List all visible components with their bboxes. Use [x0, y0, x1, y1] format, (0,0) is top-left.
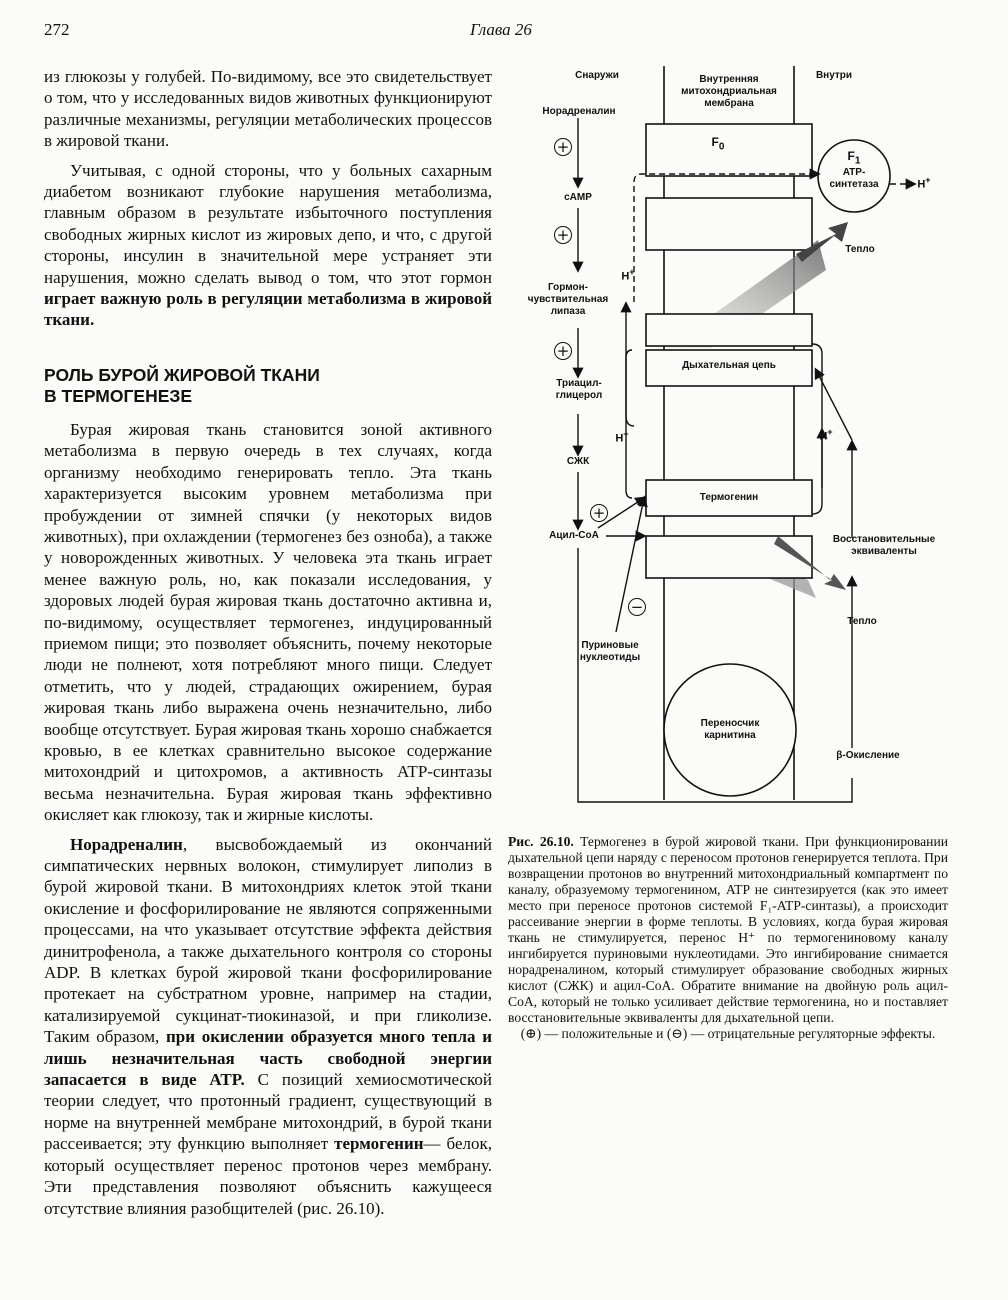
label-camp: cAMP	[564, 192, 592, 203]
plus-sign-1: +	[554, 138, 572, 156]
label-inside: Внутри	[815, 70, 853, 81]
lipase-membrane-box	[646, 314, 812, 346]
f1-line	[818, 150, 890, 167]
label-h-plus-upper	[616, 266, 640, 283]
thermogenesis-diagram	[516, 58, 986, 818]
label-h-plus-right	[814, 426, 838, 443]
reducing-line-2: эквиваленты	[851, 546, 917, 557]
acylcoa-membrane-box	[646, 536, 812, 578]
h-plus-sup: +	[629, 267, 635, 277]
label-carnitine-carrier	[676, 718, 784, 742]
label-membrane	[666, 74, 792, 110]
caption-body	[508, 834, 948, 1026]
purine-line-1: Пуриновые	[581, 640, 639, 651]
caption-figure-label: Рис. 26.10.	[508, 834, 574, 849]
carnitine-line-1: Переносчик	[700, 718, 760, 729]
label-outside: Снаружи	[575, 70, 619, 81]
term-noradrenaline: Норадреналин	[70, 834, 183, 854]
label-respiratory-chain: Дыхательная цепь	[682, 360, 776, 371]
hsl-line-2: чувствительная	[527, 294, 609, 305]
reducing-line-1: Восстановительные	[832, 534, 936, 545]
label-reducing-equivalents	[818, 534, 950, 558]
paragraph-2-emphasis: играет важную роль в регуляции метаболизма в жировой ткани.	[44, 289, 492, 330]
f0-subscript: 0	[718, 141, 725, 153]
label-f0	[698, 136, 738, 153]
proton-return-path	[626, 438, 632, 498]
f1-letter: F	[847, 149, 855, 163]
label-ffa: СЖК	[566, 456, 590, 467]
hsl-line-3: липаза	[550, 306, 586, 317]
plus-sign-3: +	[554, 342, 572, 360]
section-heading-line-1: РОЛЬ БУРОЙ ЖИРОВОЙ ТКАНИ	[44, 364, 320, 385]
carnitine-line-2: карнитина	[704, 730, 756, 741]
label-h-plus-left	[610, 428, 634, 445]
f0-letter: F	[711, 135, 719, 149]
h-plus-sup: +	[827, 427, 833, 437]
section-heading-line-2: В ТЕРМОГЕНЕЗЕ	[44, 385, 193, 406]
plus-sign-4: +	[590, 504, 608, 522]
paragraph-4-text-3: — белок, который осуществляет перенос протонов через мембрану. Эти представления позволяют объяснить кажущееся отсутствие влияния разобщителей (рис. 26.10).	[44, 1134, 492, 1218]
plus-sign-2: +	[554, 226, 572, 244]
paragraph-1: из глюкозы у голубей. По-видимому, все это свидетельствует о том, что у исследованных видов животных функционируют различные механизмы, регуляции метаболических процессов в жировой ткани.	[44, 67, 492, 151]
diagram-graphics	[516, 58, 986, 818]
atp-synthase-line-1: ATP-	[842, 167, 866, 179]
label-heat-lower: Тепло	[847, 616, 877, 627]
h-plus-text: H	[615, 432, 624, 445]
paragraph-4-emphasis: при окислении образуется много тепла и лишь незначительная часть свободной энергии запасается в виде ATP.	[44, 1027, 492, 1090]
figure-caption	[508, 834, 948, 1042]
label-purine-nucleotides	[568, 640, 652, 664]
h-plus-text: H	[819, 430, 828, 443]
h-plus-sup: +	[623, 429, 629, 439]
section-heading	[44, 365, 492, 407]
minus-sign: −	[628, 598, 646, 616]
upper-membrane-box	[646, 198, 812, 250]
caption-text: Термогенез в бурой жировой ткани. При функционировании дыхательной цепи наряду с переносом протонов генерируется теплота. При возвращении протонов во внутренний митохондриальный компартмент по каналу, образуемому термогенином, ATP не синтезируется (как это имеет место при переносе протонов системой F₁-ATP-синтазы), а происходит рассеивание энергии в форме теплоты. В условиях, когда бурая жировая ткань не стимулируется, перенос H⁺ по термогениновому каналу ингибируется пуриновыми нуклеотидами. Это ингибирование снимается норадреналином, который стимулирует образование свободных жирных кислот (СЖК) и ацил-CoA. Обратите внимание на двойную роль ацил-CoA, который не только усиливает действие термогенина, но и поставляет восстановительные эквиваленты для дыхательной цепи.	[508, 834, 949, 1025]
paragraph-4	[44, 834, 492, 1219]
h-plus-sup: +	[925, 175, 931, 185]
label-thermogenin: Термогенин	[699, 492, 759, 503]
label-heat-upper: Тепло	[845, 244, 875, 255]
label-noradrenaline: Норадреналин	[542, 106, 616, 117]
membrane-line-3: мембрана	[704, 98, 754, 109]
label-hormone-sensitive-lipase	[518, 282, 618, 318]
paragraph-2	[44, 160, 492, 331]
h-plus-text: H	[621, 270, 630, 283]
membrane-line-2: митохондриальная	[681, 86, 777, 97]
proton-loop-left	[626, 350, 634, 426]
label-beta-oxidation: β-Окисление	[836, 750, 900, 761]
paragraph-4-text-1: , высвобождаемый из окончаний симпатических нервных волокон, стимулирует липолиз в бурой жировой ткани. В митохондриях клеток этой ткани окисление и фосфорилирование не являются сопряженными процессами, на что указывает отсутствие эффекта действия динитрофенола, а также дыхательного контроля со стороны ADP. В клетках бурой жировой ткани фосфорилирование протекает на субстратном уровне, например на стадии, катализируемой сукцинат-тиокиназой, и при гликолизе. Таким образом,	[44, 834, 492, 1047]
atp-synthase-line-2: синтетаза	[829, 179, 879, 191]
label-h-plus-out	[912, 174, 936, 191]
left-column	[44, 66, 492, 1219]
page-number: 272	[44, 20, 70, 39]
paragraph-2-text: Учитывая, с одной стороны, что у больных сахарным диабетом возникают глубокие нарушения метаболизма, главным образом в результате избыточного поступления свободных жирных кислот из жировых депо, и что, с другой стороны, инсулин в значительной мере устраняет эти нарушения, можно сделать вывод о том, что этот гормон	[44, 160, 492, 287]
caption-legend: (⊕) — положительные и (⊖) — отрицательные регуляторные эффекты.	[520, 1026, 936, 1041]
f1-subscript: 1	[854, 155, 861, 167]
chapter-title: Глава 26	[470, 20, 532, 39]
membrane-line-1: Внутренняя	[699, 74, 759, 85]
paragraph-3: Бурая жировая ткань становится зоной активного метаболизма в первую очередь в тех случаях, когда организму необходимо генерировать тепло. Эта ткань характеризуется высоким уровнем метаболизма при пробуждении от зимней спячки (у некоторых видов животных), при охлаждении (термогенез без озноба), а также у новорожденных животных. У человека эта ткань играет менее важную роль, но, как показали исследования, у здоровых людей бурая жировая ткань достаточно активна и, по-видимому, осуществляет термогенез, индуцированный приемом пищи; это позволяет объяснить, почему некоторые люди не полнеют, хотя потребляют много пищи. Следует отметить, что у людей, страдающих ожирением, бурая жировая ткань либо выражена очень незначительно, либо вообще отсутствует. Бурая жировая ткань хорошо снабжается кровью, в ее клетках сравнительно высокое содержание митохондрий и цитохромов, а активность ATP-синтазы весьма незначительна. Бурая жировая ткань эффективно окисляет как глюкозу, так и жирные кислоты.	[44, 419, 492, 825]
hsl-line-1: Гормон-	[548, 282, 588, 293]
paragraph-4-text-2: С позиций хемиосмотической теории следует, что протонный градиент, существующий в норме на внутренней мембране митохондрий, в бурой ткани рассеивается; эту функцию выполняет	[44, 1070, 492, 1154]
tag-line-1: Триацил-	[556, 378, 602, 389]
label-triacylglycerol	[534, 378, 624, 402]
h-plus-text: H	[917, 178, 926, 191]
purine-line-2: нуклеотиды	[579, 652, 641, 663]
label-acyl-coa: Ацил-CoA	[549, 530, 599, 541]
tag-line-2: глицерол	[555, 390, 603, 401]
term-thermogenin: термогенин	[334, 1134, 424, 1154]
label-f1-atp-synthase	[818, 150, 890, 191]
